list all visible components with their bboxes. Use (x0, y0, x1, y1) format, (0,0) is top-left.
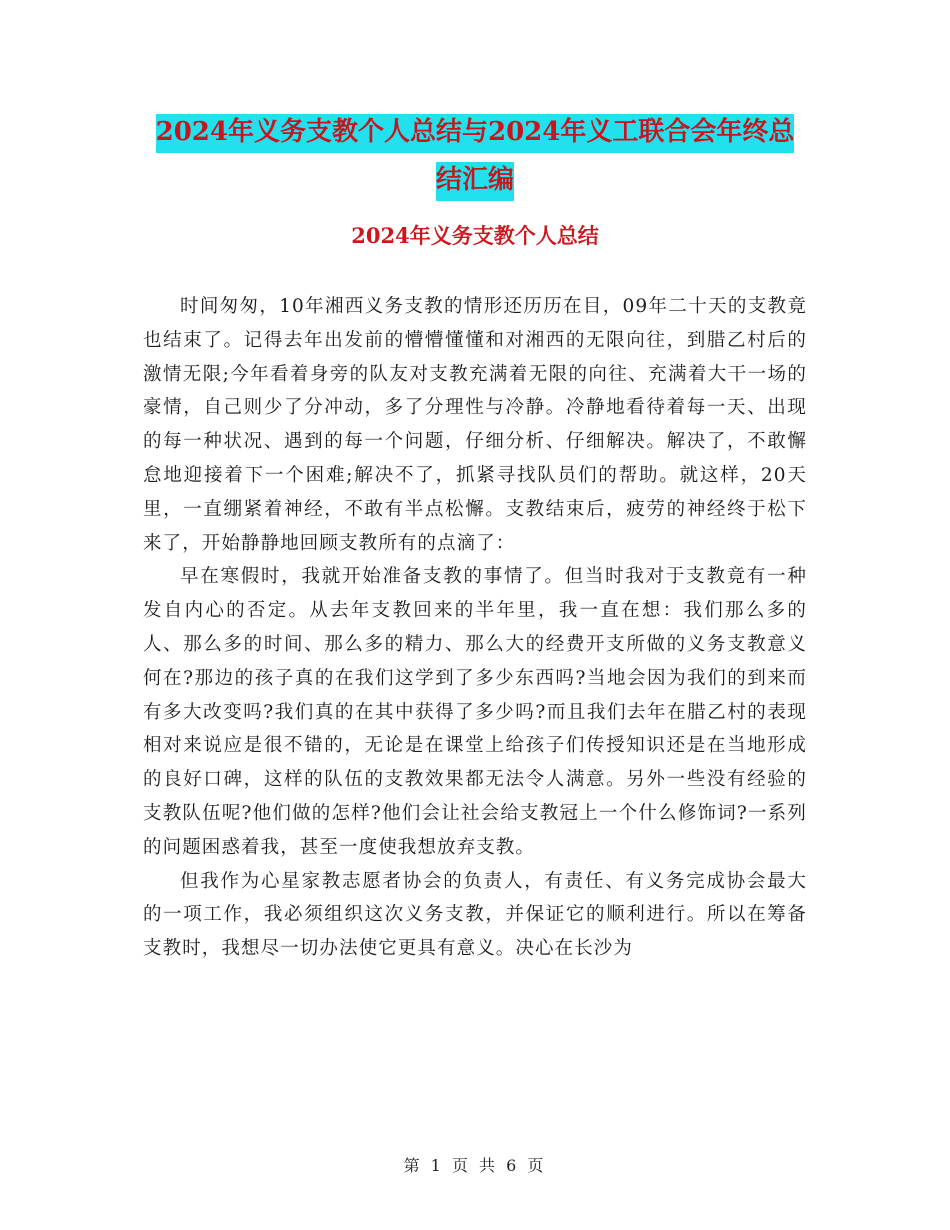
paragraph: 早在寒假时，我就开始准备支教的事情了。但当时我对于支教竟有一种发自内心的否定。从去年支教回来的半年里，我一直在想：我们那么多的人、那么多的时间、那么多的精力、那么大的经费开支所做的义务支教意义何在?那边的孩子真的在我们这学到了多少东西吗?当地会因为我们的到来而有多大改变吗?我们真的在其中获得了多少吗?而且我们去年在腊乙村的表现相对来说应是很不错的，无论是在课堂上给孩子们传授知识还是在当地形成的良好口碑，这样的队伍的支教效果都无法令人满意。另外一些没有经验的支教队伍呢?他们做的怎样?他们会让社会给支教冠上一个什么修饰词?一系列的问题困惑着我，甚至一度使我想放弃支教。 (143, 566, 807, 858)
document-title (140, 108, 810, 204)
section-title: 2024年义务支教个人总结 (351, 223, 599, 248)
paragraph: 时间匆匆，10年湘西义务支教的情形还历历在目，09年二十天的支教竟也结束了。记得去年出发前的懵懵懂懂和对湘西的无限向往，到腊乙村后的激情无限;今年看着身旁的队友对支教充满着无限的向往、充满着大干一场的豪情，自己则少了分冲动，多了分理性与冷静。冷静地看待着每一天、出现的每一种状况、遇到的每一个问题，仔细分析、仔细解决。解决了，不敢懈怠地迎接着下一个困难;解决不了，抓紧寻找队员们的帮助。就这样，20天里，一直绷紧着神经，不敢有半点松懈。支教结束后，疲劳的神经终于松下来了，开始静静地回顾支教所有的点滴了： (143, 296, 807, 554)
document-title-line-2: 结汇编 (436, 162, 514, 201)
page-footer: 第 1 页 共 6 页 (403, 1156, 547, 1175)
body-text (143, 290, 807, 966)
document-title-line-1: 2024年义务支教个人总结与2024年义工联合会年终总 (156, 114, 795, 153)
paragraph: 但我作为心星家教志愿者协会的负责人，有责任、有义务完成协会最大的一项工作，我必须组织这次义务支教，并保证它的顺利进行。所以在筹备支教时，我想尽一切办法使它更具有意义。决心在长沙为 (143, 870, 807, 960)
